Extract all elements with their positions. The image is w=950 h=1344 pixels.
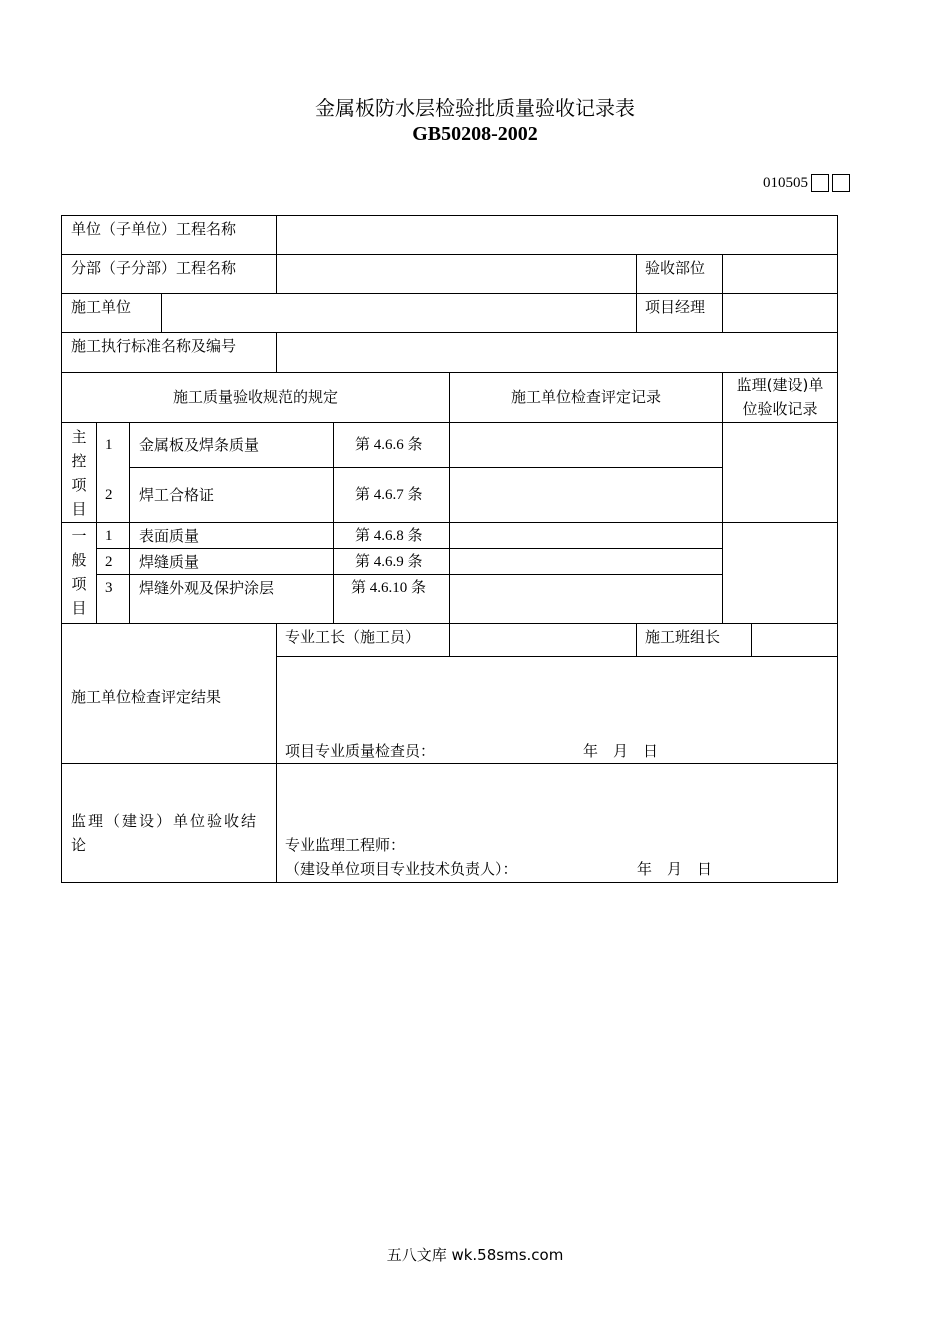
col-line: [276, 332, 277, 373]
contractor-date-label: 年 月 日: [583, 742, 659, 760]
standard-code: GB50208-2002: [412, 123, 538, 145]
contractor-label: 施工单位: [71, 298, 132, 316]
col-line: [96, 422, 97, 624]
acceptance-part-label: 验收部位: [645, 259, 706, 277]
col-line: [751, 623, 752, 657]
team-leader-label: 施工班组长: [645, 628, 721, 646]
row-line: [61, 763, 838, 764]
row-line: [96, 574, 723, 575]
main-control-label-char: 目: [71, 500, 87, 518]
contractor-result-label: 施工单位检查评定结果: [71, 688, 222, 706]
row-line: [129, 467, 723, 468]
main-item-2-no: 2: [105, 487, 113, 503]
table-border-right: [837, 215, 838, 883]
project-manager-label: 项目经理: [645, 298, 706, 316]
general-item-2-clause: 第 4.6.9 条: [355, 554, 423, 570]
general-item-3-clause: 第 4.6.10 条: [351, 580, 427, 596]
foreman-label: 专业工长（施工员）: [285, 628, 421, 646]
general-item-1-clause: 第 4.6.8 条: [355, 528, 423, 544]
col-line: [636, 254, 637, 333]
quality-inspector-label: 项目专业质量检查员：: [285, 742, 436, 760]
general-item-1-name: 表面质量: [139, 527, 200, 545]
owner-representative-label: （建设单位项目专业技术负责人）：: [285, 860, 518, 878]
project-name-label: 单位（子单位）工程名称: [71, 220, 237, 238]
general-item-1-no: 1: [105, 528, 113, 544]
table-border-left: [61, 215, 62, 883]
main-item-1-name: 金属板及焊条质量: [139, 436, 260, 454]
main-item-2-clause: 第 4.6.7 条: [355, 487, 423, 503]
main-control-label-char: 项: [71, 476, 87, 494]
standard-name-label: 施工执行标准名称及编号: [71, 337, 237, 355]
table-border-top: [61, 215, 838, 216]
col-line: [722, 254, 723, 333]
general-label-char: 项: [71, 575, 87, 593]
main-item-2-name: 焊工合格证: [139, 486, 215, 504]
general-label: [69, 524, 89, 620]
supervisor-record-header-line2: 位验收记录: [742, 400, 818, 418]
col-line: [276, 623, 277, 883]
main-control-label-char: 控: [71, 452, 87, 470]
supervisor-record-header-line1: 监理(建设)单: [736, 376, 824, 394]
main-control-label-char: 主: [71, 428, 87, 446]
col-line: [129, 422, 130, 624]
general-item-2-name: 焊缝质量: [139, 553, 200, 571]
general-label-char: 一: [71, 527, 87, 545]
form-code: [763, 172, 850, 194]
main-item-1-no: 1: [105, 437, 113, 453]
col-line: [333, 422, 334, 624]
page-title: 金属板防水层检验批质量验收记录表: [315, 96, 635, 120]
contractor-record-header: 施工单位检查评定记录: [510, 388, 661, 406]
col-line: [161, 293, 162, 333]
supervisor-conclusion-label-line2: 论: [71, 836, 87, 854]
general-label-char: 目: [71, 599, 87, 617]
row-line: [96, 548, 723, 549]
form-code-box-2[interactable]: [832, 174, 850, 192]
supervising-engineer-label: 专业监理工程师：: [285, 836, 406, 854]
table-border-bottom: [61, 882, 838, 883]
general-item-3-no: 3: [105, 580, 113, 596]
spec-column-header: 施工质量验收规范的规定: [172, 388, 338, 406]
main-item-1-clause: 第 4.6.6 条: [355, 437, 423, 453]
col-line: [636, 623, 637, 657]
footer-watermark: 五八文库 wk.58sms.com: [386, 1246, 564, 1264]
col-line: [449, 372, 450, 657]
supervisor-date-label: 年 月 日: [637, 860, 713, 878]
form-code-box-1[interactable]: [811, 174, 829, 192]
main-control-label: [69, 425, 89, 521]
general-item-2-no: 2: [105, 554, 113, 570]
col-line: [276, 215, 277, 294]
form-code-number: 010505: [763, 174, 808, 191]
supervisor-conclusion-label-line1: 监理（建设）单位验收结: [71, 812, 259, 830]
sub-project-label: 分部（子分部）工程名称: [71, 259, 237, 277]
general-item-3-name: 焊缝外观及保护涂层: [139, 579, 275, 597]
row-line: [276, 656, 838, 657]
general-label-char: 般: [71, 551, 87, 569]
